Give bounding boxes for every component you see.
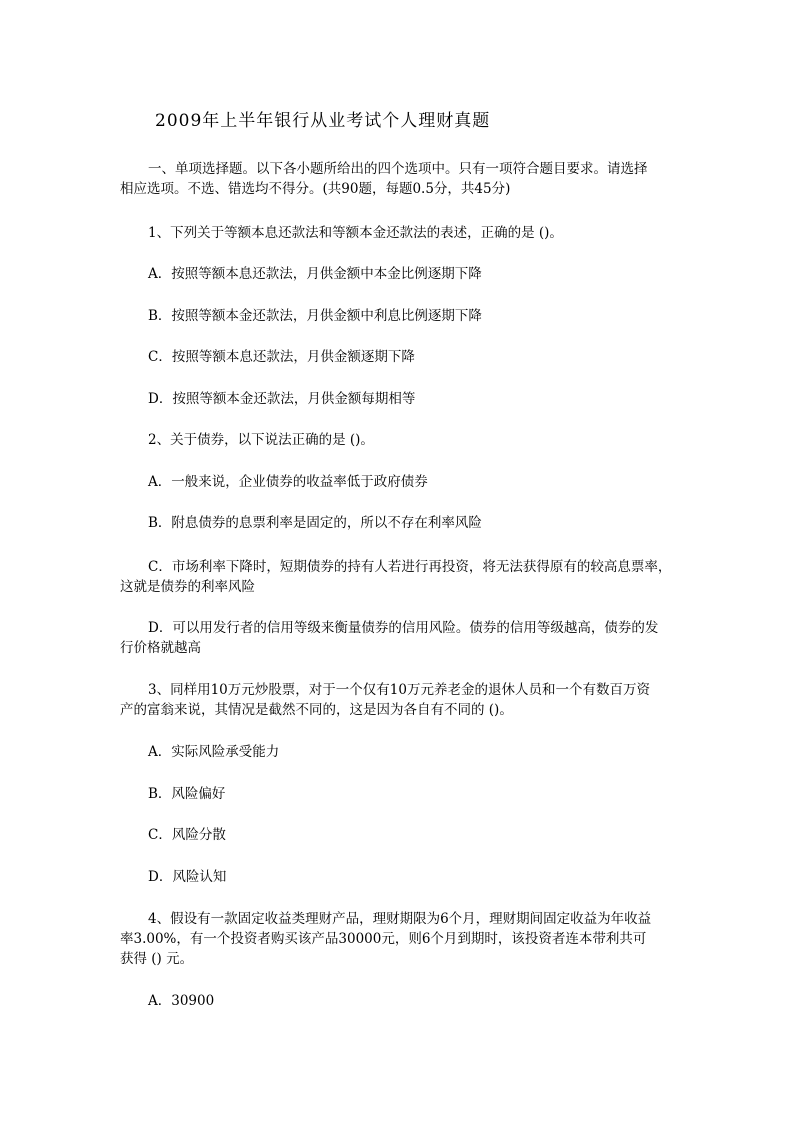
- question-3-stem-line-1: 3、同样用10万元炒股票，对于一个仅有10万元养老金的退休人员和一个有数百万资: [148, 682, 650, 698]
- question-4-stem-line-1: 4、假设有一款固定收益类理财产品，理财期限为6个月，理财期间固定收益为年收益: [148, 911, 652, 927]
- question-3-option-b: B．风险偏好: [148, 786, 226, 802]
- question-1-option-c: C．按照等额本息还款法，月供金额逐期下降: [148, 349, 415, 365]
- question-1-stem: 1、下列关于等额本息还款法和等额本金还款法的表述，正确的是 ()。: [148, 225, 563, 241]
- document-title: 2009年上半年银行从业考试个人理财真题: [155, 111, 491, 131]
- question-1-option-d: D．按照等额本金还款法，月供金额每期相等: [148, 391, 416, 407]
- question-2-option-d-line-2: 行价格就越高: [120, 640, 201, 656]
- question-2-option-c-line-1: C．市场利率下降时，短期债券的持有人若进行再投资，将无法获得原有的较高息票率，: [148, 559, 672, 575]
- question-4-option-a: A．30900: [148, 993, 215, 1009]
- question-4-stem-line-3: 获得 () 元。: [120, 951, 194, 967]
- question-2-option-a: A．一般来说，企业债券的收益率低于政府债券: [148, 474, 428, 490]
- question-2-option-d-line-1: D．可以用发行者的信用等级来衡量债券的信用风险。债券的信用等级越高，债券的发: [148, 620, 659, 636]
- question-1-option-b: B．按照等额本金还款法，月供金额中利息比例逐期下降: [148, 308, 482, 324]
- question-3-option-d: D．风险认知: [148, 869, 227, 885]
- question-2-option-c-line-2: 这就是债券的利率风险: [120, 579, 255, 595]
- question-1-option-a: A．按照等额本息还款法，月供金额中本金比例逐期下降: [148, 266, 482, 282]
- question-3-stem-line-2: 产的富翁来说，其情况是截然不同的，这是因为各自有不同的 ()。: [120, 702, 513, 718]
- question-3-option-a: A．实际风险承受能力: [148, 744, 280, 760]
- section-intro-line-1: 一、单项选择题。以下各小题所给出的四个选项中。只有一项符合题目要求。请选择: [148, 161, 648, 177]
- question-2-option-b: B．附息债券的息票利率是固定的，所以不存在利率风险: [148, 515, 482, 531]
- question-3-option-c: C．风险分散: [148, 827, 226, 843]
- section-intro-line-2: 相应选项。不选、错选均不得分。(共90题，每题0.5分，共45分): [120, 181, 511, 197]
- question-2-stem: 2、关于债券，以下说法正确的是 ()。: [148, 432, 374, 448]
- question-4-stem-line-2: 率3.00%，有一个投资者购买该产品30000元，则6个月到期时，该投资者连本带利共可: [120, 931, 647, 947]
